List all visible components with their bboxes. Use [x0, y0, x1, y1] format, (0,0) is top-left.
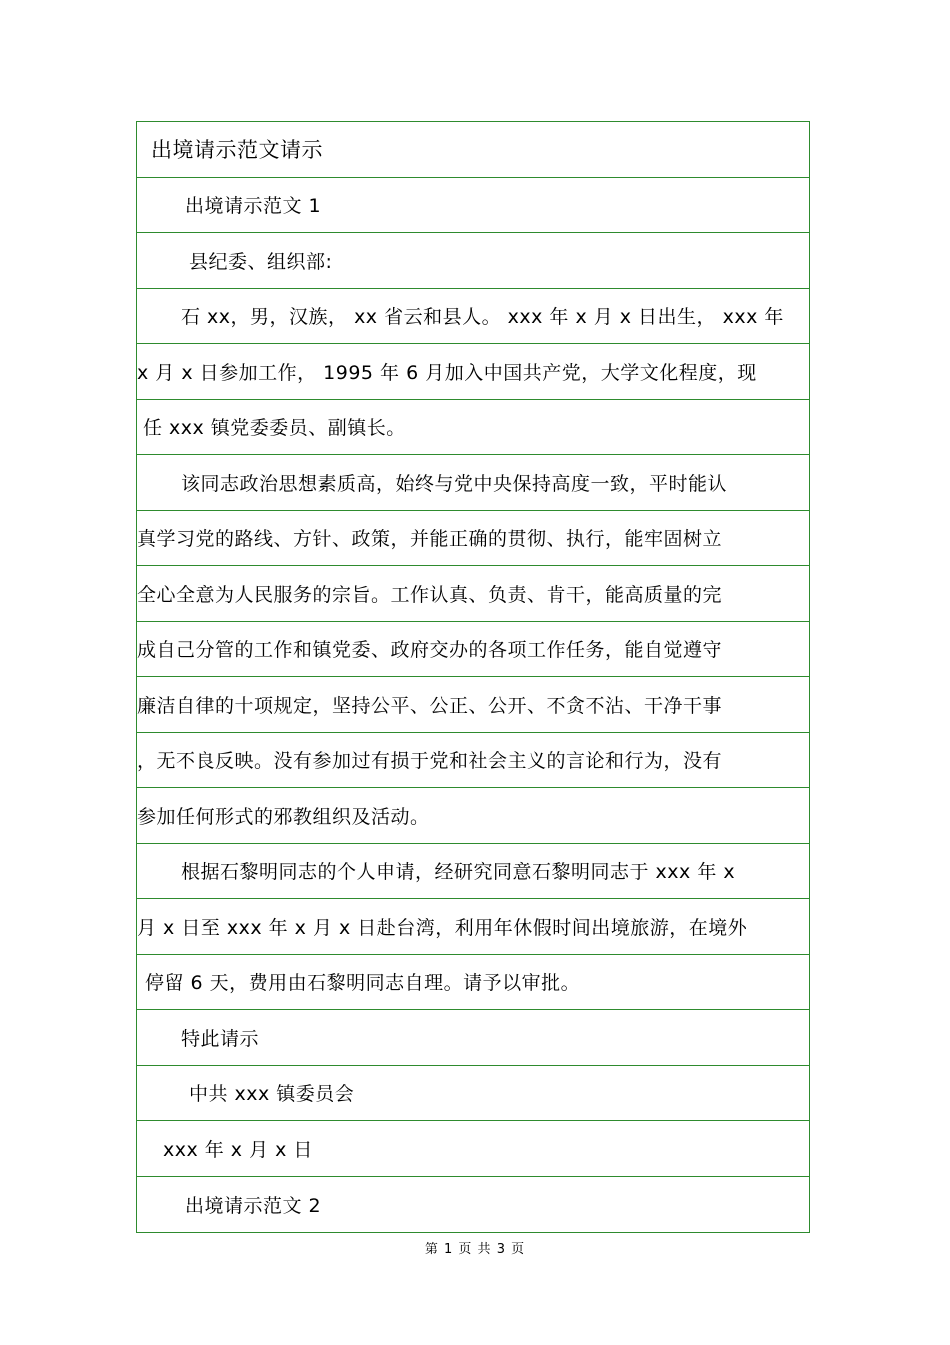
body-line: 廉洁自律的十项规定，坚持公平、公正、公开、不贪不沾、干净干事	[137, 694, 723, 717]
text-row	[137, 733, 809, 789]
signature-date: xxx 年 x 月 x 日	[163, 1138, 313, 1161]
closing-line: 特此请示	[181, 1027, 260, 1050]
body-line: 石 xx，男，汉族， xx 省云和县人。 xxx 年 x 月 x 日出生， xxx 年	[181, 306, 784, 329]
body-line: 成自己分管的工作和镇党委、政府交办的各项工作任务，能自觉遵守	[137, 639, 723, 662]
text-row	[137, 455, 809, 511]
page-footer	[0, 1238, 950, 1257]
body-line: 停留 6 天，费用由石黎明同志自理。请予以审批。	[145, 972, 581, 995]
body-line: 真学习党的路线、方针、政策，并能正确的贯彻、执行，能牢固树立	[137, 528, 723, 551]
text-row	[137, 1010, 809, 1066]
body-line: 全心全意为人民服务的宗旨。工作认真、负责、肯干，能高质量的完	[137, 583, 723, 606]
body-line: 参加任何形式的邪教组织及活动。	[137, 805, 430, 828]
text-row	[137, 400, 809, 456]
text-row	[137, 1066, 809, 1122]
text-row	[137, 178, 809, 234]
text-row	[137, 511, 809, 567]
text-row	[137, 1121, 809, 1177]
text-row	[137, 233, 809, 289]
text-row	[137, 622, 809, 678]
text-row	[137, 844, 809, 900]
body-line: 月 x 日至 xxx 年 x 月 x 日赴台湾，利用年休假时间出境旅游，在境外	[137, 916, 748, 939]
signature-organization: 中共 xxx 镇委员会	[189, 1083, 355, 1106]
document-table	[136, 121, 810, 1233]
text-row	[137, 788, 809, 844]
text-row	[137, 344, 809, 400]
addressee: 县纪委、组织部:	[189, 250, 333, 273]
body-line: 该同志政治思想素质高，始终与党中央保持高度一致，平时能认	[181, 472, 728, 495]
page-number: 第 1 页 共 3 页	[424, 1242, 526, 1257]
text-row	[137, 677, 809, 733]
body-line: x 月 x 日参加工作， 1995 年 6 月加入中国共产党，大学文化程度，现	[137, 361, 757, 384]
document-title: 出境请示范文请示	[151, 138, 323, 163]
body-line: ，无不良反映。没有参加过有损于党和社会主义的言论和行为，没有	[137, 750, 723, 773]
text-row	[137, 955, 809, 1011]
text-row	[137, 289, 809, 345]
text-row	[137, 1177, 809, 1233]
text-row	[137, 566, 809, 622]
document-title-row	[137, 122, 809, 178]
section-heading: 出境请示范文 2	[185, 1194, 322, 1217]
text-row	[137, 899, 809, 955]
body-line: 任 xxx 镇党委委员、副镇长。	[143, 417, 406, 440]
section-heading: 出境请示范文 1	[185, 195, 322, 218]
body-line: 根据石黎明同志的个人申请，经研究同意石黎明同志于 xxx 年 x	[181, 861, 736, 884]
